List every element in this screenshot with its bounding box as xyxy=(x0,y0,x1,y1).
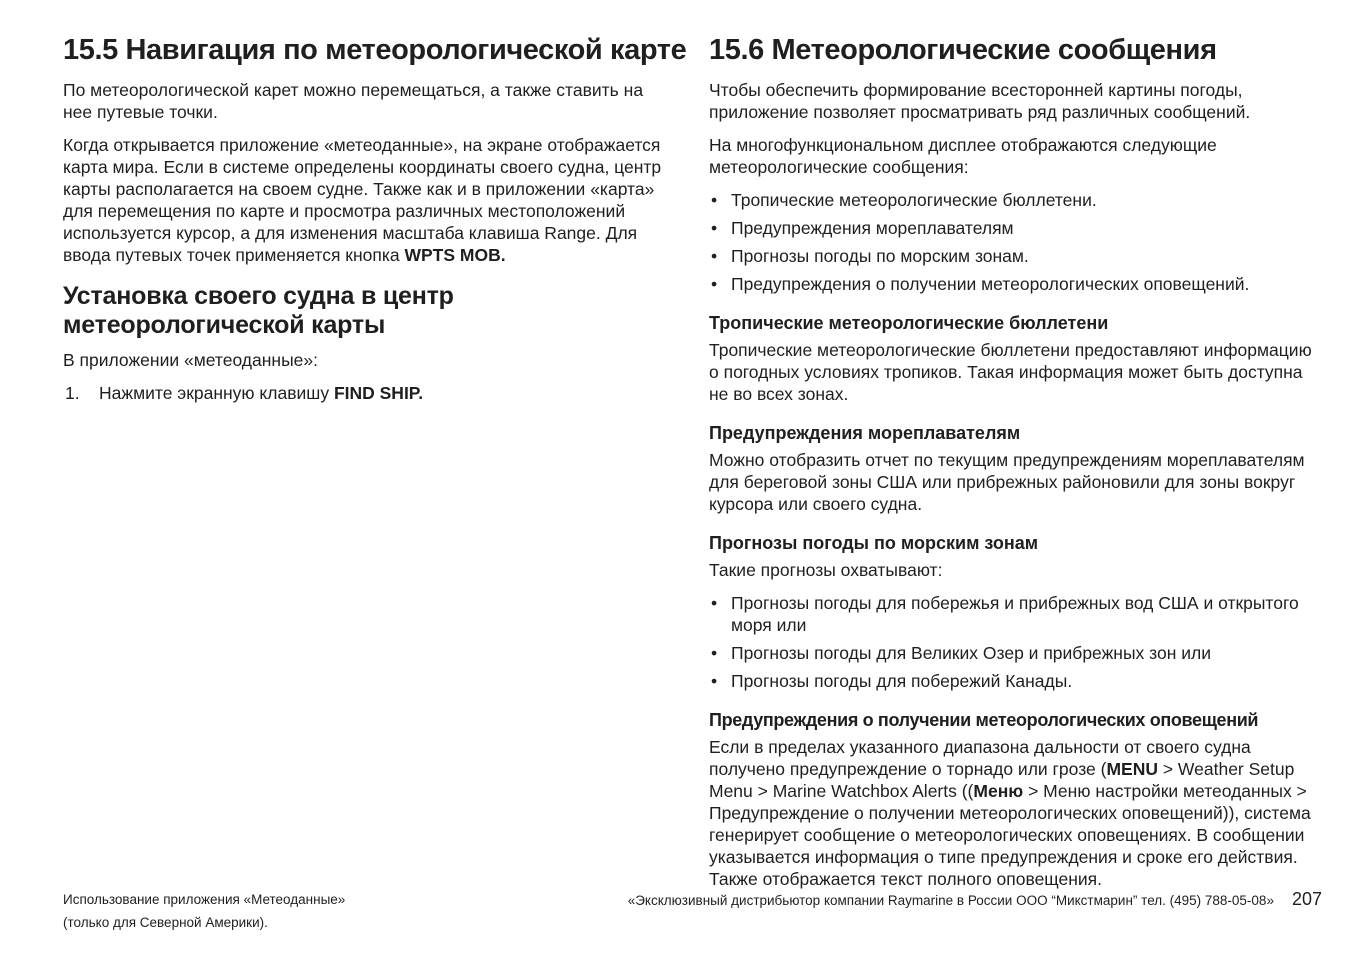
right-column xyxy=(709,34,1322,901)
paragraph: В приложении «метеоданные»: xyxy=(63,350,318,370)
bullet-icon: • xyxy=(711,643,718,663)
subsection-heading-watchbox-alerts: Предупреждения о получении метеорологических оповещений xyxy=(709,710,1259,730)
footer-chapter-line2: (только для Северной Америки). xyxy=(63,915,268,930)
subheading-center-vessel: Установка своего судна в центр метеорологической карты xyxy=(63,282,454,339)
bullet-icon: • xyxy=(711,274,718,294)
paragraph xyxy=(63,134,670,266)
list-item-text: Прогнозы погоды для побережий Канады. xyxy=(731,671,1073,691)
alerts-text-2: > Weather Setup Menu > Marine Watchbox Alerts (( xyxy=(709,759,1295,801)
bullet-icon: • xyxy=(711,218,718,238)
paragraph: Такие прогнозы охватывают: xyxy=(709,560,943,580)
list-item xyxy=(709,273,1322,295)
step-number: 1. xyxy=(65,383,80,403)
key-label-wpts-mob: WPTS MOB. xyxy=(404,245,506,265)
forecast-list xyxy=(709,592,1322,692)
bullet-icon: • xyxy=(711,671,718,691)
paragraph-text: Когда открывается приложение «метеоданные», на экране отображается карта мира. Если в системе определены координаты своего судна, центр карты располагается на своем судне. Также как и в приложении «карта» для перемещения по карте и просмотра различных местоположений используется курсор, а для изменения масштаба клавиша Range. Для ввода путевых точек применяется кнопка xyxy=(63,135,662,265)
bullet-icon: • xyxy=(711,246,718,266)
key-label-find-ship: FIND SHIP. xyxy=(333,383,424,403)
section-title-15-5: 15.5 Навигация по метеорологической карте xyxy=(63,34,687,66)
section-title-15-6: 15.6 Метеорологические сообщения xyxy=(709,34,1217,66)
list-item xyxy=(709,189,1322,211)
left-column xyxy=(63,34,687,901)
page-footer xyxy=(63,888,1322,934)
footer-distributor xyxy=(628,888,1322,909)
paragraph xyxy=(709,736,1322,890)
step-item xyxy=(63,382,670,404)
menu-ru-label: Меню xyxy=(973,781,1024,801)
list-item-text: Прогнозы погоды по морским зонам. xyxy=(731,246,1029,266)
alerts-text-3: > Меню настройки метеоданных > Предупреждение о получении метеорологических оповещений)), система генерирует сообщение о метеорологических оповещениях. В сообщении указывается информация о типе предупреждения и сроке его действия. Также отображается текст полного оповещения. xyxy=(709,781,1311,889)
list-item-text: Прогнозы погоды для побережья и прибрежных вод США и открытого моря или xyxy=(731,593,1299,635)
paragraph: Тропические метеорологические бюллетени предоставляют информацию о погодных условиях тропиков. Такая информация может быть доступна не во всех зонах. xyxy=(709,340,1312,404)
menu-key-label: MENU xyxy=(1106,759,1158,779)
list-item xyxy=(709,245,1322,267)
subsection-heading-tropical: Тропические метеорологические бюллетени xyxy=(709,313,1109,333)
alerts-text-1: Если в пределах указанного диапазона дальности от своего судна получено предупреждение о торнадо или грозе ( xyxy=(709,737,1251,779)
footer-distributor-text: «Эксклюзивный дистрибьютор компании Raymarine в России ООО “Микстмарин” тел. (495) 788-05-08» xyxy=(627,893,1274,908)
footer-chapter-line1: Использование приложения «Метеоданные» xyxy=(63,892,346,907)
list-item-text: Прогнозы погоды для Великих Озер и прибрежных зон или xyxy=(731,643,1212,663)
paragraph: По метеорологической карет можно перемещаться, а также ставить на нее путевые точки. xyxy=(63,80,644,122)
list-item xyxy=(709,642,1322,664)
subsection-heading-marine-zones: Прогнозы погоды по морским зонам xyxy=(709,533,1039,553)
paragraph: Можно отобразить отчет по текущим предупреждениям мореплавателям для береговой зоны США или прибрежных районовили для зоны вокруг курсора или своего судна. xyxy=(709,450,1305,514)
step-text-pre: Нажмите экранную клавишу xyxy=(99,383,334,403)
bullet-icon: • xyxy=(711,190,718,210)
list-item xyxy=(709,670,1322,692)
footer-chapter-info xyxy=(63,888,345,934)
paragraph: На многофункциональном дисплее отображаются следующие метеорологические сообщения: xyxy=(709,135,1217,177)
subsection-heading-mariners: Предупреждения мореплавателям xyxy=(709,423,1021,443)
list-item-text: Тропические метеорологические бюллетени. xyxy=(731,190,1097,210)
page-number: 207 xyxy=(1291,889,1322,909)
list-item-text: Предупреждения мореплавателям xyxy=(731,218,1014,238)
list-item-text: Предупреждения о получении метеорологических оповещений. xyxy=(731,274,1250,294)
list-item xyxy=(709,217,1322,239)
paragraph: Чтобы обеспечить формирование всесторонней картины погоды, приложение позволяет просматривать ряд различных сообщений. xyxy=(709,80,1251,122)
list-item xyxy=(709,592,1322,636)
message-types-list xyxy=(709,189,1322,295)
bullet-icon: • xyxy=(711,593,718,613)
step-text xyxy=(99,382,423,404)
